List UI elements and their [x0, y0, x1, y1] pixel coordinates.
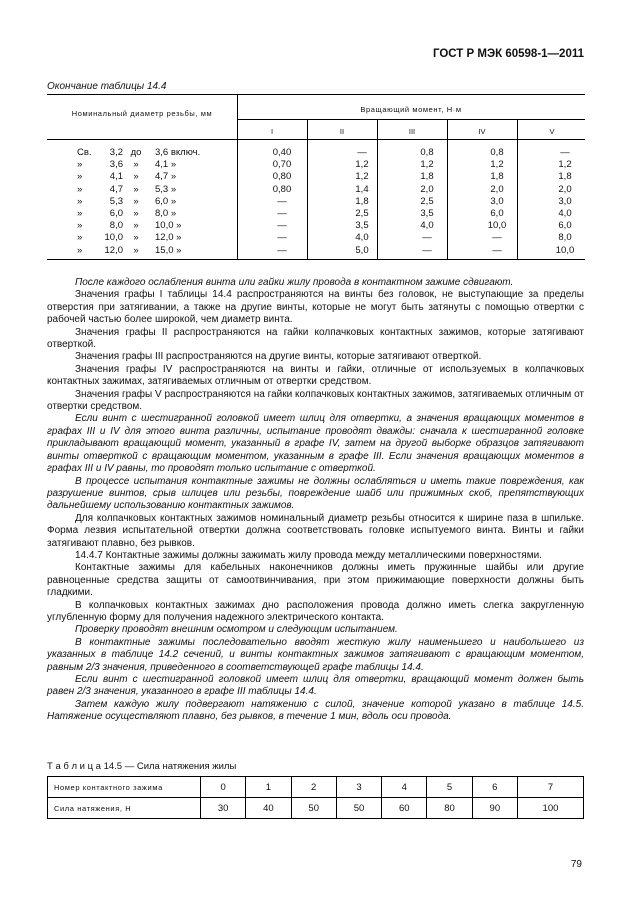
- table-cell: 1,8: [490, 171, 504, 183]
- table-cell: 15,0 »: [155, 244, 182, 256]
- column-number: IV: [478, 127, 486, 136]
- table-cell: 1,2: [420, 159, 434, 171]
- table-cell: 0,8: [490, 147, 504, 158]
- column-number: V: [549, 127, 555, 136]
- table-cell: 6,0: [490, 207, 504, 219]
- table-cell: —: [277, 244, 287, 256]
- body-text: [47, 277, 584, 724]
- table-cell: 6,0: [558, 220, 572, 232]
- table-column: [407, 147, 447, 257]
- table-cell: 5,3 »: [155, 183, 177, 195]
- table-cell: —: [277, 220, 287, 232]
- table-cell: 4,0: [558, 207, 572, 219]
- table-column: [545, 147, 585, 257]
- table-cell: 7: [517, 777, 583, 798]
- table-cell: 4: [382, 777, 427, 798]
- table-cell: 5,3: [109, 195, 123, 207]
- table-cell: 8,0 »: [155, 207, 177, 219]
- table-divider: [447, 119, 448, 259]
- table-cell: 3,5: [355, 220, 369, 232]
- table-cell: 4,1 »: [155, 159, 177, 171]
- table-cell: »: [133, 183, 139, 195]
- table-cell: »: [133, 232, 139, 244]
- table-cell: 1,2: [355, 171, 369, 183]
- table-cell: 2,0: [420, 183, 434, 195]
- paragraph: В контактные зажимы последовательно вводят жесткую жилу наименьшего и наибольшего из указанных в таблице 14.2 сечений, и винты контактных зажимов затягивают с вращающим моментом, равным 2/3 значения, приведенного в соответствующей графе таблицы 14.4.: [47, 636, 584, 673]
- table-cell: 50: [336, 798, 381, 819]
- table-cell: »: [77, 244, 83, 256]
- paragraph: После каждого ослабления винта или гайки жилу провода в контактном зажиме сдвигают.: [75, 277, 514, 288]
- table-cell: 1,2: [558, 159, 572, 171]
- table-column: [262, 147, 302, 257]
- table-divider: [307, 119, 308, 259]
- table-cell: »: [133, 171, 139, 183]
- table-cell: 10,0: [104, 232, 123, 244]
- table-cell: 8,0: [558, 232, 572, 244]
- table-cell: —: [277, 195, 287, 207]
- table-cell: 40: [246, 798, 291, 819]
- table-cell: 6,0 »: [155, 195, 177, 207]
- table-cell: —: [560, 147, 570, 158]
- table-cell: 12,0: [104, 244, 123, 256]
- paragraph: Значения графы IV распространяются на винты и гайки, отличные от используемых в колпачковых контактных зажимах, затягиваемых отличным от отвертки средством.: [47, 363, 584, 388]
- table-cell: »: [133, 220, 139, 232]
- table-cell: 6,0: [109, 207, 123, 219]
- row-label: Номер контактного зажима: [48, 777, 201, 798]
- tension-force-row: [48, 798, 584, 819]
- table-column: [155, 147, 235, 257]
- column-number: I: [270, 127, 274, 136]
- table-cell: 3,5: [420, 207, 434, 219]
- table-cell: 10,0: [555, 244, 575, 256]
- table-cell: »: [77, 171, 83, 183]
- table-column: [127, 147, 145, 257]
- table-cell: 0,40: [272, 147, 292, 158]
- table-cell: —: [357, 147, 367, 158]
- table-cell: 50: [291, 798, 336, 819]
- table-cell: Св.: [77, 147, 92, 158]
- table-cell: »: [77, 232, 83, 244]
- table-cell: »: [133, 159, 139, 171]
- table-cell: 4,7 »: [155, 171, 177, 183]
- table-continuation-caption: Окончание таблицы 14.4: [47, 81, 167, 92]
- table-cell: 4,1: [109, 171, 123, 183]
- paragraph: Проверку проводят внешним осмотром и следующим испытанием.: [75, 624, 398, 636]
- table-cell: 5: [427, 777, 472, 798]
- table-cell: 10,0 »: [155, 220, 182, 232]
- table-cell: 1,4: [355, 183, 369, 195]
- table-cell: 2: [291, 777, 336, 798]
- table-cell: 90: [472, 798, 517, 819]
- table-cell: 3,0: [558, 195, 572, 207]
- torque-header: Вращающий момент, Н·м: [360, 105, 462, 114]
- table-column: [342, 147, 382, 257]
- table-cell: 1,8: [355, 195, 369, 207]
- row-label: Сила натяжения, Н: [48, 798, 201, 819]
- tension-table: [47, 776, 584, 819]
- table-cell: 2,5: [420, 195, 434, 207]
- standard-header: ГОСТ Р МЭК 60598-1—2011: [432, 48, 584, 60]
- table-cell: —: [277, 232, 287, 244]
- table-cell: 1,2: [490, 159, 504, 171]
- paragraph: В процессе испытания контактные зажимы не должны ослабляться и иметь такие повреждения, как разрушение винтов, срыв шлицев или резьбы, повреждение шайб или прижимных скоб, препятствующих дальнейшему использованию контактных зажимов.: [47, 475, 584, 512]
- table-caption: Т а б л и ц а 14.5 — Сила натяжения жилы: [47, 761, 237, 772]
- torque-table: [47, 94, 585, 260]
- table-cell: 1,2: [355, 159, 369, 171]
- table-cell: 3,6 включ.: [155, 147, 201, 158]
- paragraph: Значения графы V распространяются на гайки колпачковых контактных зажимов, затягиваемых отличным от отвертки средством.: [47, 388, 584, 413]
- table-cell: до: [130, 147, 142, 158]
- table-cell: 80: [427, 798, 472, 819]
- table-divider: [517, 119, 518, 259]
- page-number: 79: [570, 859, 582, 870]
- table-cell: 2,0: [490, 183, 504, 195]
- paragraph: 14.4.7 Контактные зажимы должны зажимать жилу провода между металлическими поверхностями.: [75, 549, 542, 561]
- table-cell: 0: [201, 777, 246, 798]
- table-cell: 0,80: [272, 183, 292, 195]
- paragraph: Значения графы III распространяются на другие винты, которые затягивают отверткой.: [75, 351, 482, 363]
- table-column: [77, 147, 95, 257]
- table-cell: —: [492, 244, 502, 256]
- table-cell: »: [77, 183, 83, 195]
- table-cell: 0,80: [272, 171, 292, 183]
- paragraph: Для колпачковых контактных зажимов номинальный диаметр резьбы относится к ширине паза в шпильке. Форма лезвия испытательной отвертки должна соответствовать головке испытуемого винта. Винты и гайки затягивают плавно, без рывков.: [47, 512, 584, 549]
- table-cell: 4,7: [109, 183, 123, 195]
- table-cell: 3,6: [109, 159, 123, 171]
- table-column: [97, 147, 123, 257]
- table-cell: 3,0: [490, 195, 504, 207]
- table-cell: »: [77, 159, 83, 171]
- table-cell: »: [133, 195, 139, 207]
- table-cell: 1,8: [420, 171, 434, 183]
- table-cell: 1: [246, 777, 291, 798]
- table-cell: 60: [382, 798, 427, 819]
- table-cell: 1,8: [558, 171, 572, 183]
- table-cell: 100: [517, 798, 583, 819]
- table-cell: 3: [336, 777, 381, 798]
- table-cell: 30: [201, 798, 246, 819]
- table-cell: 2,5: [355, 207, 369, 219]
- table-divider: [237, 119, 585, 120]
- table-cell: »: [133, 244, 139, 256]
- paragraph: В колпачковых контактных зажимах дно расположения провода должно иметь слегка закругленную углубленную форму для получения надежного электрического контакта.: [47, 599, 584, 623]
- table-column: [477, 147, 517, 257]
- table-cell: »: [77, 195, 83, 207]
- table-cell: »: [77, 207, 83, 219]
- table-cell: 0,8: [420, 147, 434, 158]
- table-cell: 0,70: [272, 159, 292, 171]
- column-number: III: [408, 127, 416, 136]
- table-cell: 8,0: [109, 220, 123, 232]
- thread-diameter-header: Номинальный диаметр резьбы, мм: [71, 109, 213, 118]
- paragraph: Затем каждую жилу подвергают натяжению с силой, значение которой указано в таблице 14.5. Натяжение осуществляют плавно, без рывков, в течение 1 мин, вдоль оси провода.: [47, 698, 584, 723]
- table-cell: —: [277, 207, 287, 219]
- paragraph: Контактные зажимы для кабельных наконечников должны иметь пружинные шайбы или другие равноценные средства защиты от самоотвинчивания, при этом прижимающие поверхности должны быть гладкими.: [47, 562, 584, 599]
- column-number: II: [339, 127, 345, 136]
- table-cell: 10,0: [487, 220, 507, 232]
- table-cell: 2,0: [558, 183, 572, 195]
- table-cell: »: [133, 207, 139, 219]
- table-divider: [47, 139, 585, 140]
- paragraph: Значения графы II распространяются на гайки колпачковых контактных зажимов, которые затягивают отверткой.: [47, 326, 584, 351]
- table-cell: 6: [472, 777, 517, 798]
- table-cell: —: [422, 244, 432, 256]
- paragraph: Если винт с шестигранной головкой имеет шлиц для отвертки, а значения вращающих моментов в графах III и IV для этого винта различны, испытание проводят дважды: сначала к шестигранной головке прикладывают вращающий момент, указанный в графе IV, затем на другой выборке образцов затягивают винты отверткой с вращающим моментом, указанным в графе III. Если значения вращающих моментов в графах III и IV равны, то проводят только испытание с отверткой.: [47, 413, 584, 475]
- paragraph: Если винт с шестигранной головкой имеет шлиц для отвертки, вращающий момент должен быть равен 2/3 значения, указанного в графе III таблицы 14.4.: [47, 674, 584, 698]
- table-cell: 5,0: [355, 244, 369, 256]
- table-cell: —: [492, 232, 502, 244]
- terminal-number-row: [48, 777, 584, 798]
- table-cell: 3,2: [109, 147, 123, 158]
- paragraph: Значения графы I таблицы 14.4 распространяются на винты без головок, не выступающие за пределы отверстия при затягивании, а также на другие винты, которые не могут быть затянуты с помощью отвертки с рабочей частью более широкой, чем диаметр винта.: [47, 289, 584, 326]
- table-cell: —: [422, 232, 432, 244]
- table-cell: 12,0 »: [155, 232, 182, 244]
- table-cell: »: [77, 220, 83, 232]
- table-cell: 4,0: [355, 232, 369, 244]
- table-cell: 4,0: [420, 220, 434, 232]
